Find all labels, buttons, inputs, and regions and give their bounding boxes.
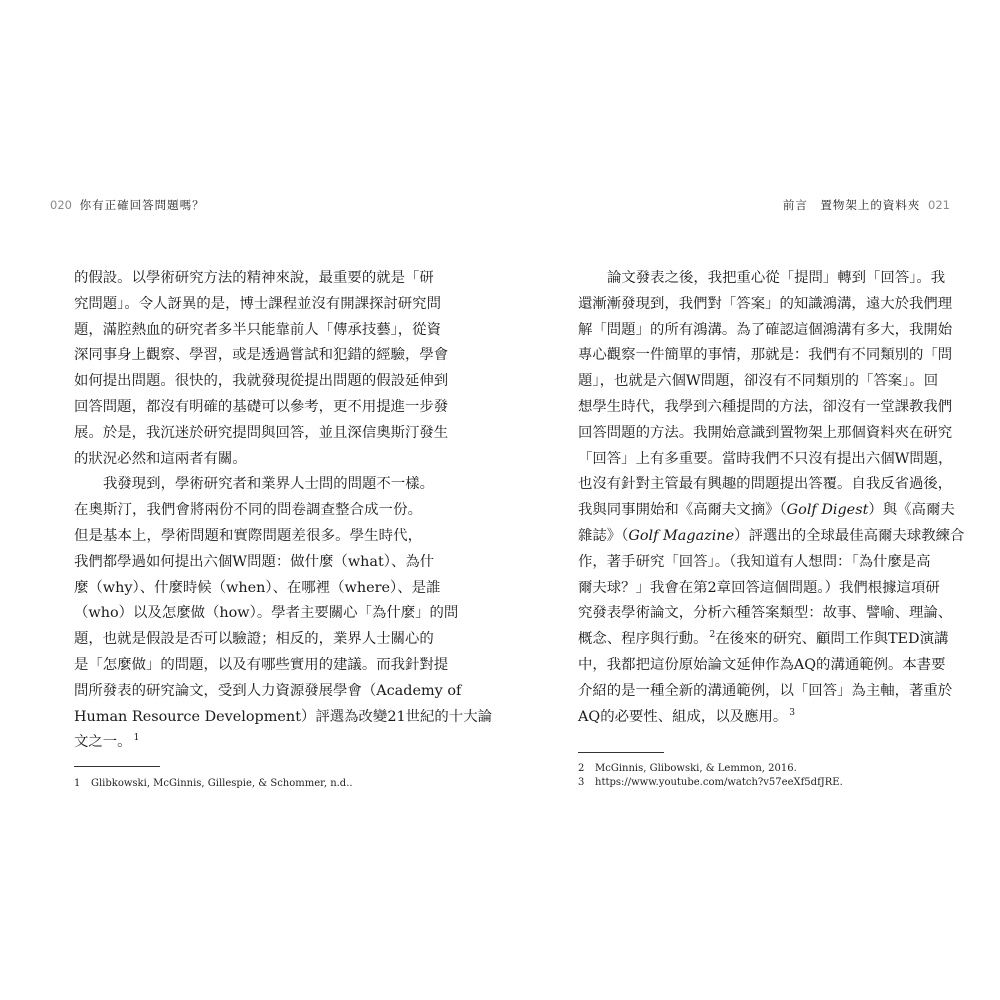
footnote-item: [578, 762, 797, 776]
left-page-body: [74, 266, 492, 756]
footnote-number: 1: [74, 778, 81, 789]
body-line: 作，著手研究「回答」。（我知道有人想問：「為什麼是高: [578, 553, 931, 570]
body-line: [578, 498, 955, 524]
chapter-title-left: 你有正確回答問題嗎？: [79, 198, 205, 212]
body-line: 回答問題，都沒有明確的基礎可以參考，更不用提進一步發: [74, 398, 449, 415]
chapter-title-right: 前言 置物架上的資料夾: [782, 198, 921, 212]
footnote-text: Glibkowski, McGinnis, Gillespie, & Schommer, n.d..: [91, 778, 353, 789]
footnote-number: 2: [578, 763, 585, 774]
body-line: 解「問題」的所有鴻溝。為了確認這個鴻溝有多大，我開始: [578, 321, 953, 338]
body-text: ）與《高爾夫: [868, 502, 955, 519]
body-line: 爾夫球？」我會在第2章回答這個問題。）我們根據這項研: [578, 579, 940, 596]
footnote-rule-right: [578, 752, 664, 753]
running-header-right: [779, 197, 950, 213]
body-line: 的狀況必然和這兩者有關。: [74, 450, 247, 467]
running-header-left: [50, 197, 209, 213]
body-line: [578, 627, 949, 653]
body-line: 在奧斯汀，我們會將兩份不同的問卷調查整合成一份。: [74, 502, 422, 519]
body-line: 還漸漸發現到，我們對「答案」的知識鴻溝，遠大於我們理: [578, 295, 953, 312]
body-line: 中，我都把這份原始論文延伸作為AQ的溝通範例。本書要: [578, 656, 946, 673]
body-text: 文之一。: [74, 734, 132, 751]
footnote-number: 3: [578, 777, 585, 788]
footnote-ref: 3: [789, 707, 796, 718]
body-text: AQ的必要性、組成，以及應用。: [578, 708, 788, 725]
body-line: 是「怎麼做」的問題，以及有哪些實用的建議。而我針對提: [74, 656, 449, 673]
body-text: ）評選出的全球最佳高爾夫球教練合: [734, 527, 965, 544]
body-line: 題，也就是假設是否可以驗證；相反的，業界人士關心的: [74, 631, 434, 648]
body-text: 雜誌》（: [578, 527, 629, 544]
body-line: 我發現到，學術研究者和業界人士問的問題不一樣。: [103, 476, 434, 493]
body-line: [578, 524, 965, 550]
body-line: Human Resource Development）評選為改變21世紀的十大論: [74, 708, 492, 725]
body-line-last: [74, 730, 422, 756]
body-line: 問所發表的研究論文，受到人力資源發展學會（Academy of: [74, 682, 462, 699]
body-line: 麼（why）、什麼時候（when）、在哪裡（where）、是誰: [74, 579, 441, 596]
footnote-text: https://www.youtube.com/watch?v57eeXf5dfJRE.: [595, 777, 843, 788]
body-line: 專心觀察一件簡單的事情，那就是：我們有不同類別的「問: [578, 347, 953, 364]
body-line: 題」，也就是六個W問題，卻沒有不同類別的「答案」。回: [578, 373, 939, 390]
footnote-ref: 1: [133, 733, 140, 744]
body-line: 展。於是，我沉迷於研究提問與回答，並且深信奧斯汀發生: [74, 424, 449, 441]
body-line: 想學生時代，我學到六種提問的方法，卻沒有一堂課教我們: [578, 398, 953, 415]
body-text: 我與同事開始和《高爾夫文摘》（: [578, 502, 787, 519]
body-text: 概念、程序與行動。: [578, 631, 708, 648]
title-italic: Golf Digest: [786, 502, 869, 519]
body-text: 在後來的研究、顧問工作與TED演講: [715, 631, 949, 648]
body-line: 究發表學術論文，分析六種答案類型：故事、譬喻、理論、: [578, 605, 953, 622]
body-line: 的假設。以學術研究方法的精神來說，最重要的就是「研: [74, 270, 434, 286]
body-line: 但是基本上，學術問題和實際問題差很多。學生時代，: [74, 527, 422, 544]
body-line: 深同事身上觀察、學習，或是透過嘗試和犯錯的經驗，學會: [74, 347, 449, 364]
body-line: 回答問題的方法。我開始意識到置物架上那個資料夾在研究: [578, 424, 953, 441]
body-line: 我們都學過如何提出六個W問題：做什麼（what）、為什: [74, 553, 435, 570]
footnote-item: [578, 776, 843, 790]
body-line: 題，滿腔熱血的研究者多半只能靠前人「傳承技藝」，從資: [74, 321, 441, 338]
footnote-item: [74, 777, 353, 791]
footnote-ref: 2: [709, 630, 716, 641]
body-line: 介紹的是一種全新的溝通範例，以「回答」為主軸，著重於: [578, 682, 953, 699]
right-page-body: [578, 266, 965, 730]
footnote-rule-left: [74, 766, 160, 767]
title-italic: Golf Magazine: [628, 527, 735, 544]
body-line: 「回答」上有多重要。當時我們不只沒有提出六個W問題，: [578, 450, 953, 467]
page-number-right: 021: [928, 198, 950, 212]
body-line: 究問題」。令人訝異的是，博士課程並沒有開課探討研究問: [74, 295, 441, 312]
body-line-last: [578, 705, 926, 731]
body-line: （who）以及怎麼做（how）。學者主要關心「為什麼」的問: [74, 605, 459, 622]
page-number-left: 020: [50, 198, 72, 212]
body-line: 如何提出問題。很快的，我就發現從提出問題的假設延伸到: [74, 373, 449, 390]
footnote-text: McGinnis, Glibowski, & Lemmon, 2016.: [595, 763, 797, 774]
body-line: 也沒有針對主管最有興趣的問題提出答覆。自我反省過後，: [578, 476, 953, 493]
body-line: 論文發表之後，我把重心從「提問」轉到「回答」。我: [607, 270, 946, 286]
